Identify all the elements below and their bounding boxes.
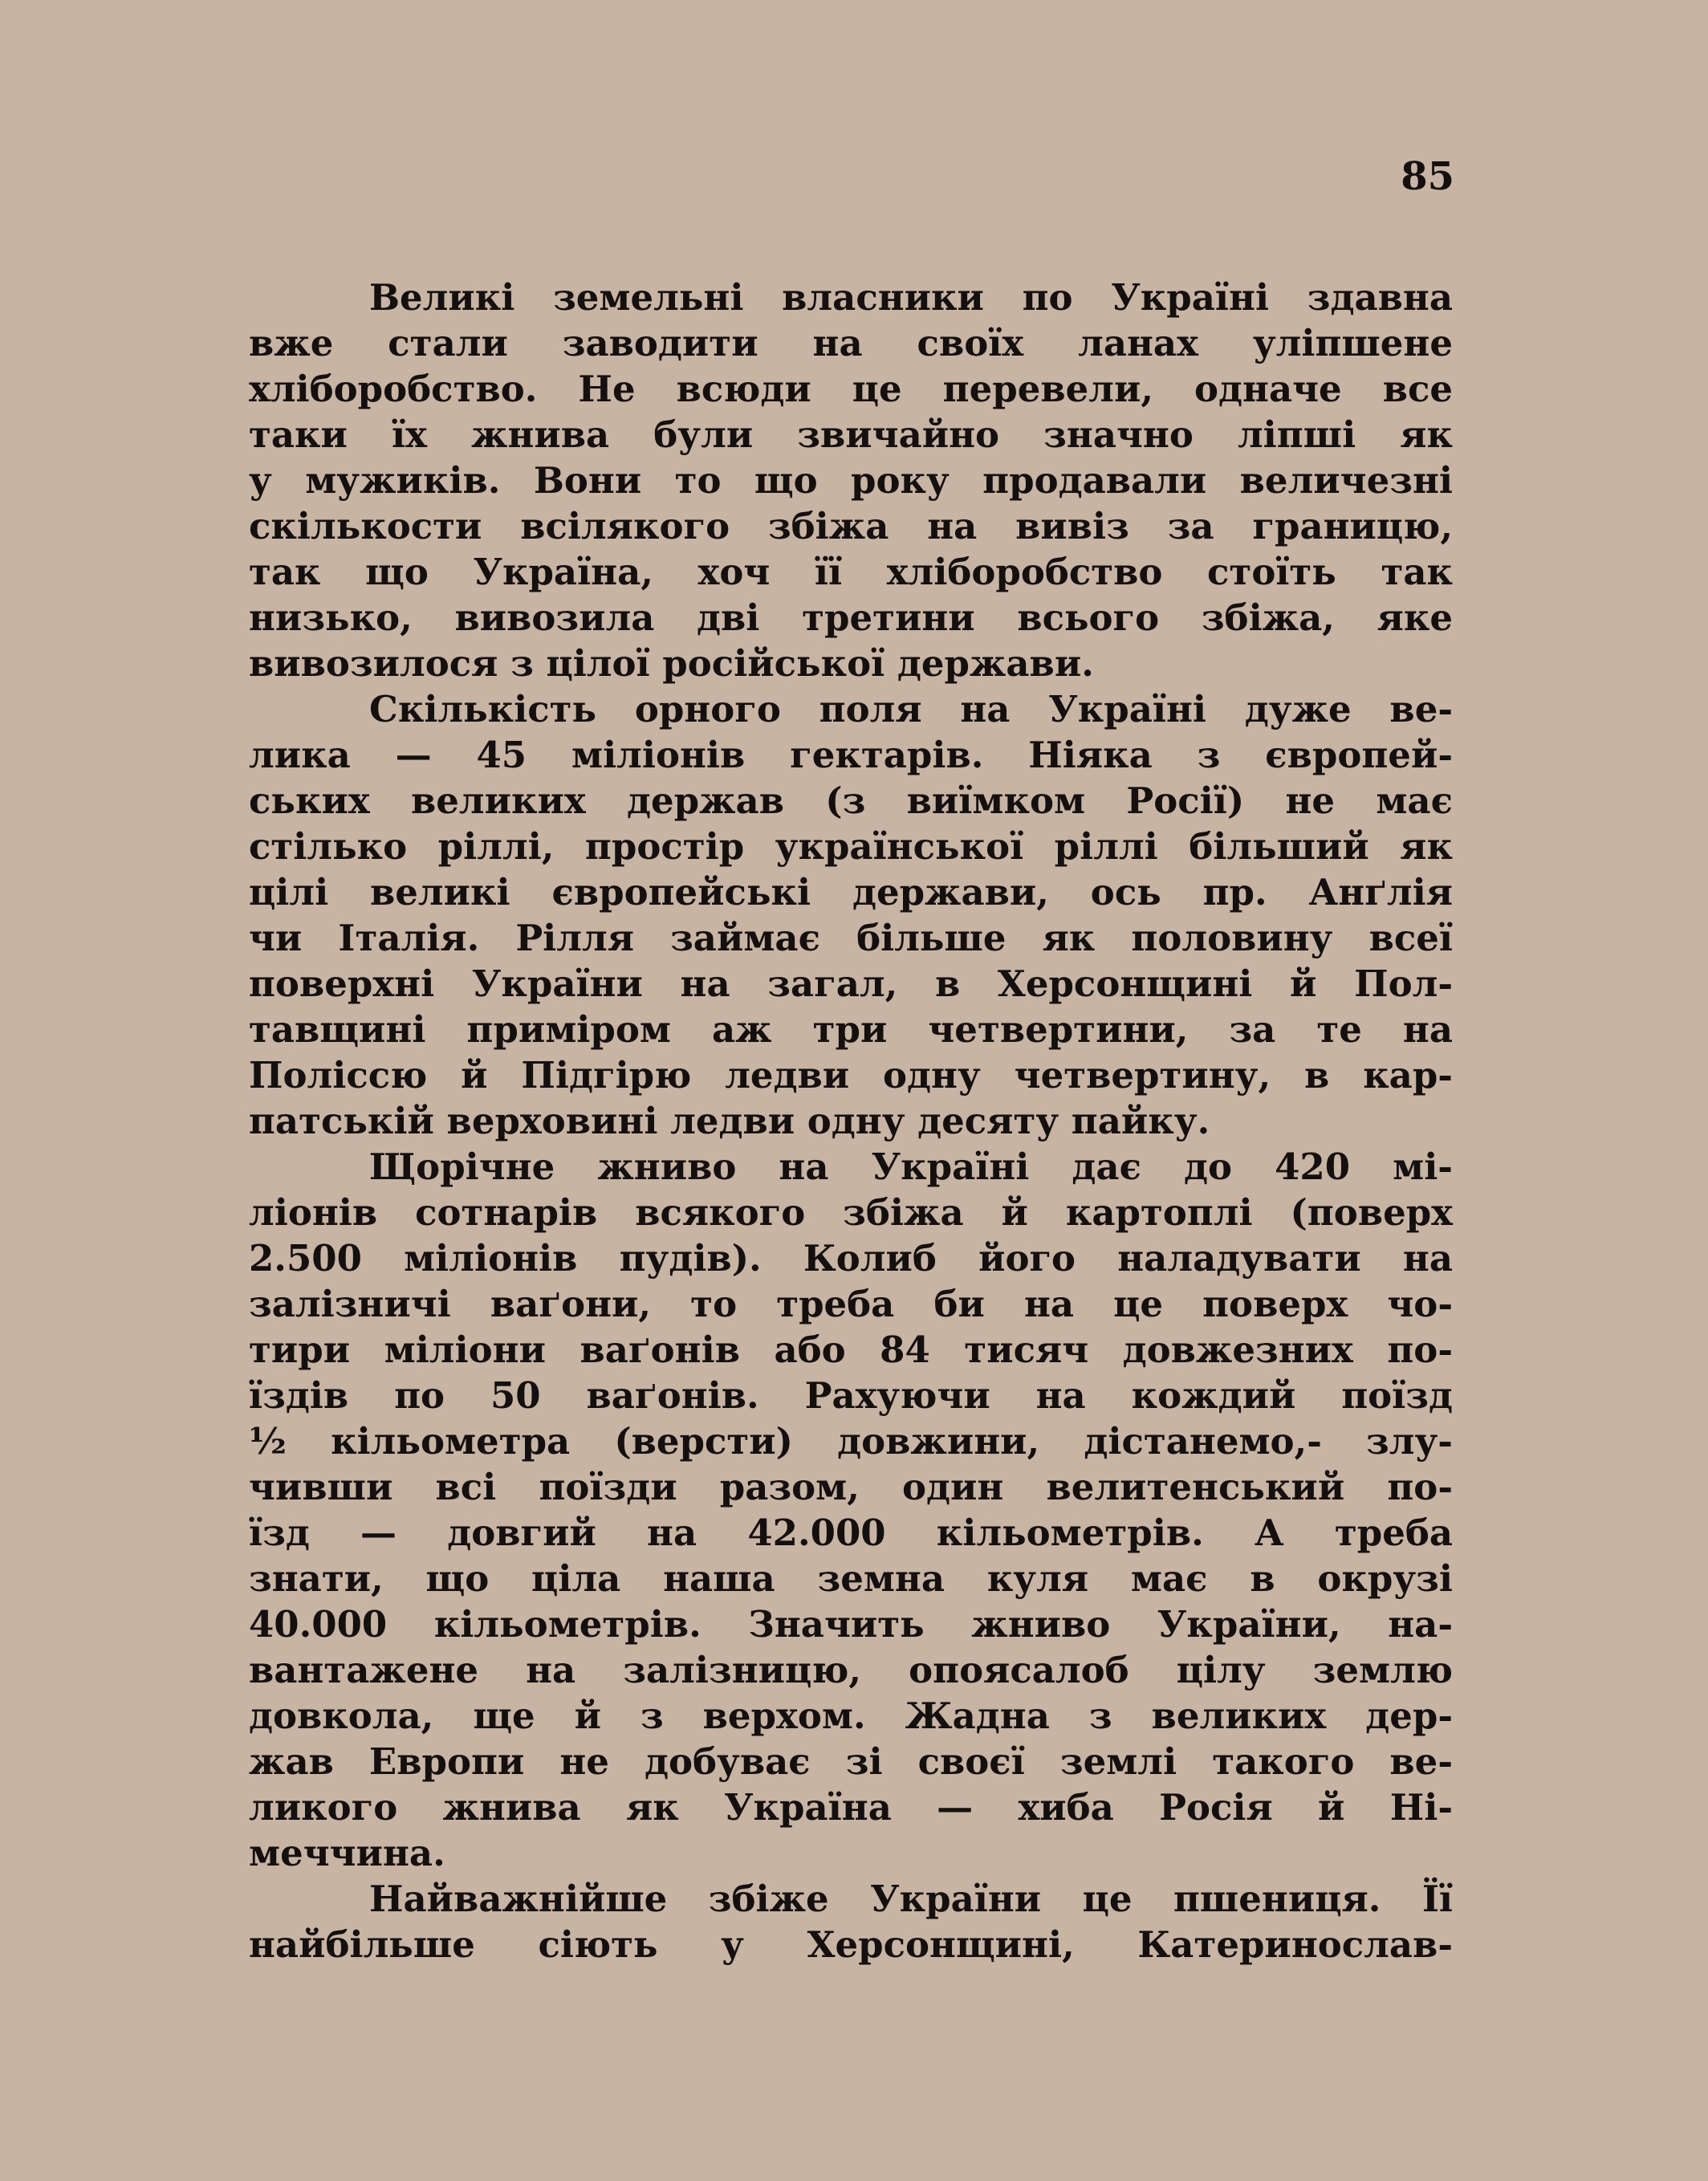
text-line: поверхні України на загал, в Херсонщині й Пол- [249,962,1453,1005]
text-line: низько, вивозила дві третини всього збіжа, яке [249,596,1453,639]
body-text [249,275,1453,1967]
text-line: патській верховині ледви одну десяту пайку. [249,1100,1210,1142]
text-line: ликого жнива як Україна — хиба Росія й Ні- [249,1786,1453,1829]
text-line: чи Італія. Рілля займає більше як половину всеї [249,917,1453,959]
text-line: ських великих держав (з виїмком Росії) не має [249,779,1453,822]
text-line: знати, що ціла наша земна куля має в окрузі [249,1557,1453,1600]
text-line: залізничі ваґони, то треба би на це поверх чо- [249,1283,1453,1325]
text-line: Поліссю й Підгірю ледви одну четвертину, в кар- [249,1054,1453,1097]
text-line: їзд — довгий на 42.000 кільометрів. А треба [249,1512,1453,1554]
text-line: чивши всі поїзди разом, один велитенський по- [249,1466,1453,1508]
text-line: ліонів сотнарів всякого збіжа й картоплі (поверх [249,1191,1453,1234]
text-line: Щорічне жниво на Україні дає до 420 мі- [369,1145,1453,1188]
text-line: скількости всілякого збіжа на вивіз за границю, [249,505,1453,547]
text-line: Скількість орного поля на Україні дуже ве- [369,688,1453,730]
paragraph-4 [249,1876,1453,1967]
paragraph-3 [249,1144,1453,1876]
paragraph-2 [249,686,1453,1144]
text-line: так що Україна, хоч її хліборобство стоїть так [249,551,1453,593]
text-line: таки їх жнива були звичайно значно ліпші як [249,413,1453,456]
text-line: хліборобство. Не всюди це перевели, одначе все [249,368,1453,410]
text-line: 2.500 міліонів пудів). Колиб його наладувати на [249,1237,1453,1280]
text-line: найбільше сіють у Херсонщині, Катеринослав- [249,1923,1453,1966]
text-line: Найважнійше збіже України це пшениця. Її [369,1878,1453,1920]
text-line: 40.000 кільометрів. Значить жниво України, на- [249,1603,1453,1646]
text-line: їздів по 50 ваґонів. Рахуючи на кождий поїзд [249,1374,1453,1417]
text-line: тавщині приміром аж три четвертини, за те на [249,1008,1453,1051]
text-line: вже стали заводити на своїх ланах уліпшене [249,322,1453,364]
text-line: вивозилося з цілої російської держави. [249,642,1094,685]
text-line: лика — 45 міліонів гектарів. Ніяка з європей- [249,734,1453,776]
text-line: цілі великі європейські держави, ось пр. Анґлія [249,871,1453,913]
text-line: жав Европи не добуває зі своєї землі такого ве- [249,1740,1453,1783]
page-number: 85 [1401,154,1454,199]
text-line: у мужиків. Вони то що року продавали величезні [249,459,1453,502]
paragraph-1 [249,275,1453,686]
text-line: Великі земельні власники по Україні здавна [369,276,1453,319]
text-line: довкола, ще й з верхом. Жадна з великих дер- [249,1695,1453,1737]
text-line: ½ кільометра (версти) довжини, дістанемо,- злу- [249,1420,1453,1463]
text-line: меччина. [249,1832,445,1874]
text-line: стілько ріллі, простір української ріллі більший як [249,825,1453,868]
text-line: тири міліони ваґонів або 84 тисяч довжезних по- [249,1329,1453,1371]
text-line: вантажене на залізницю, опоясалоб цілу землю [249,1649,1453,1691]
